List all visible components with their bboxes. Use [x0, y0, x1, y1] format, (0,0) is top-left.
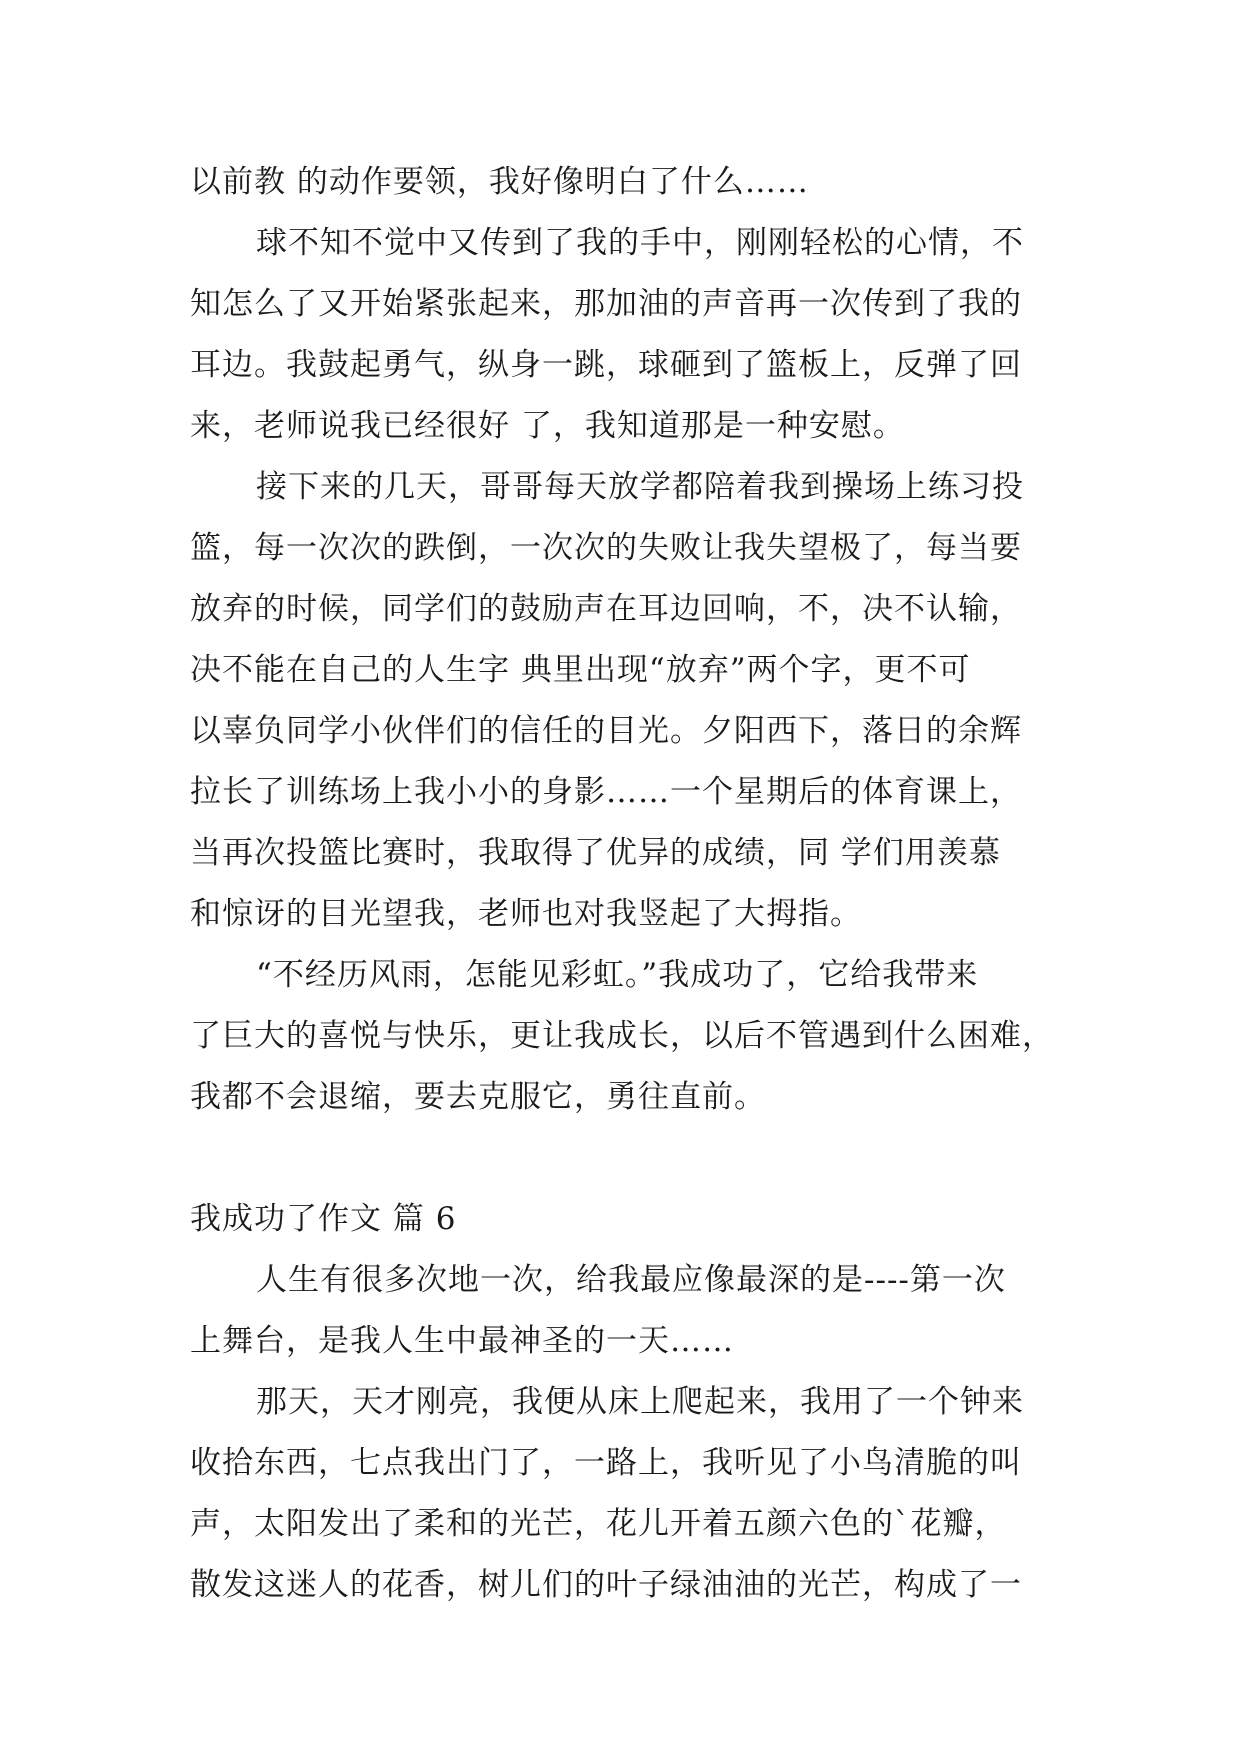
- text-line: 上舞台，是我人生中最神圣的一天……: [190, 1323, 734, 1359]
- text-line: 来，老师说我已经很好 了，我知道那是一种安慰。: [190, 408, 905, 444]
- text-line: 散发这迷人的花香，树儿们的叶子绿油油的光芒，构成了一: [190, 1567, 1022, 1603]
- text-line: 以前教 的动作要领，我好像明白了什么……: [190, 164, 809, 200]
- text-line: 放弃的时候，同学们的鼓励声在耳边回响，不，决不认输，: [190, 591, 1022, 627]
- text-line: 以辜负同学小伙伴们的信任的目光。夕阳西下，落日的余辉: [190, 713, 1022, 749]
- section-spacer: [190, 1128, 1050, 1189]
- text-line: 人生有很多次地一次，给我最应像最深的是----第一次: [256, 1262, 1006, 1298]
- text-line: 拉长了训练场上我小小的身影……一个星期后的体育课上，: [190, 774, 1022, 810]
- text-line: “不经历风雨，怎能见彩虹。”我成功了，它给我带来: [256, 957, 979, 993]
- essay-title: 我成功了作文 篇 6: [190, 1201, 457, 1237]
- text-line: 那天，天才刚亮，我便从床上爬起来，我用了一个钟来: [256, 1384, 1024, 1420]
- document-body: [190, 152, 1054, 1616]
- text-line: 声，太阳发出了柔和的光芒，花儿开着五颜六色的`花瓣，: [190, 1506, 1007, 1542]
- text-line: 我都不会退缩，要去克服它，勇往直前。: [190, 1079, 766, 1115]
- text-line: 接下来的几天，哥哥每天放学都陪着我到操场上练习投: [256, 469, 1024, 505]
- text-line: 球不知不觉中又传到了我的手中，刚刚轻松的心情，不: [256, 225, 1024, 261]
- text-line: 知怎么了又开始紧张起来，那加油的声音再一次传到了我的: [190, 286, 1022, 322]
- text-line: 篮，每一次次的跌倒，一次次的失败让我失望极了，每当要: [190, 530, 1022, 566]
- text-line: 了巨大的喜悦与快乐，更让我成长，以后不管遇到什么困难，: [190, 1018, 1054, 1054]
- text-line: 决不能在自己的人生字 典里出现“放弃”两个字，更不可: [190, 652, 971, 688]
- text-line: 和惊讶的目光望我，老师也对我竖起了大拇指。: [190, 896, 862, 932]
- text-line: 收拾东西，七点我出门了，一路上，我听见了小鸟清脆的叫: [190, 1445, 1022, 1481]
- text-line: 耳边。我鼓起勇气，纵身一跳，球砸到了篮板上，反弹了回: [190, 347, 1022, 383]
- text-line: 当再次投篮比赛时，我取得了优异的成绩，同 学们用羡慕: [190, 835, 1001, 871]
